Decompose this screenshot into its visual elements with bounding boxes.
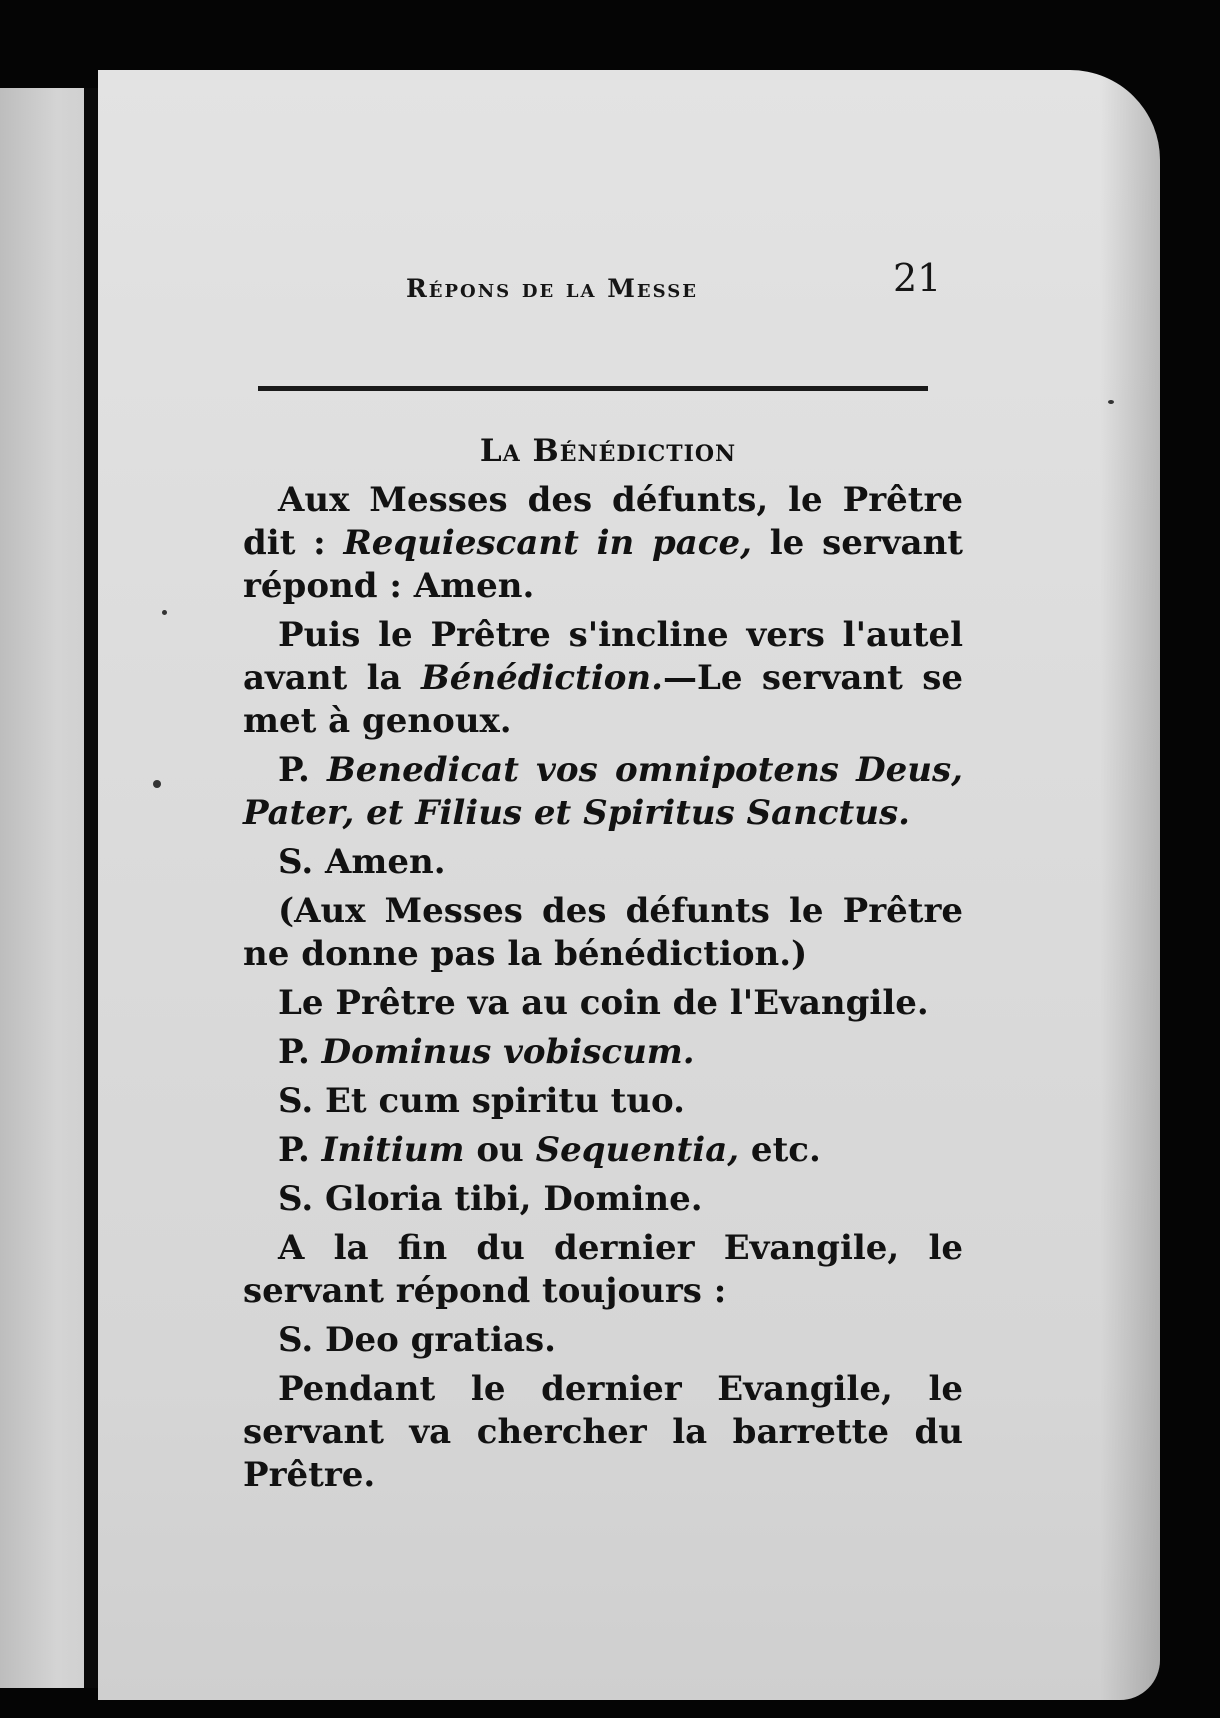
priest-benedicat: [243, 749, 963, 835]
paragraph-text: Pendant le dernier Evangile, le servant va chercher la barrette du Prêtre.: [243, 1369, 963, 1495]
running-head: [98, 256, 1160, 316]
latin-phrase: Sequentia,: [535, 1130, 740, 1170]
paragraph-text: —Le servant se met à genoux.: [243, 658, 963, 741]
priest-dominus: [243, 1031, 963, 1074]
paragraph-fin: [243, 1227, 963, 1313]
paragraph-text: Le Prêtre va au coin de l'Evangile.: [278, 983, 929, 1023]
section-title: La Bénédiction: [479, 433, 737, 469]
speaker-label: S.: [278, 1179, 326, 1219]
latin-phrase: Benedicat vos omnipotens Deus, Pater, et Filius et Spiritus Sanctus.: [243, 750, 963, 833]
paragraph-barrette: [243, 1368, 963, 1497]
paragraph-text: ou: [464, 1130, 536, 1170]
latin-phrase: Bénédiction.: [421, 658, 663, 698]
speaker-label: P.: [278, 750, 328, 790]
book-page: [98, 70, 1160, 1700]
paragraph-text: etc.: [739, 1130, 821, 1170]
scan-speck: [153, 780, 161, 788]
response-text: Deo gratias.: [325, 1320, 556, 1360]
paragraph-incline: [243, 614, 963, 743]
response-text: Amen.: [325, 842, 446, 882]
speaker-label: S.: [278, 1320, 326, 1360]
paragraph-defunts: [243, 479, 963, 608]
server-et-cum: [243, 1080, 963, 1123]
priest-initium: [243, 1129, 963, 1172]
page-number: 21: [893, 256, 942, 300]
server-gloria: [243, 1178, 963, 1221]
header-rule: [258, 386, 928, 391]
speaker-label: P.: [278, 1130, 322, 1170]
paragraph-text: le servant répond :: [243, 523, 963, 606]
server-amen: [243, 841, 963, 884]
server-deo-gratias: [243, 1319, 963, 1362]
paragraph-note: [243, 890, 963, 976]
paragraph-text: Aux Messes des défunts, le Prêtre dit :: [243, 480, 963, 563]
book-gutter: [84, 88, 98, 1688]
paragraph-text: A la fin du dernier Evangile, le servant répond toujours :: [243, 1228, 963, 1311]
latin-phrase: Requiescant in pace,: [343, 523, 752, 563]
page-body: [243, 430, 963, 1503]
scan-speck: [162, 610, 167, 615]
latin-phrase: Dominus vobiscum.: [321, 1032, 695, 1072]
speaker-label: S.: [278, 842, 326, 882]
speaker-label: P.: [278, 1032, 322, 1072]
paragraph-text: (Aux Messes des défunts le Prêtre ne donne pas la bénédiction.): [243, 891, 963, 974]
paragraph-evangile: [243, 982, 963, 1025]
speaker-label: S.: [278, 1081, 326, 1121]
running-title: Répons de la Messe: [406, 274, 698, 303]
response-text: Et cum spiritu tuo.: [325, 1081, 685, 1121]
response-text: Gloria tibi, Domine.: [325, 1179, 703, 1219]
latin-phrase: Initium: [321, 1130, 465, 1170]
response-text: Amen.: [413, 566, 535, 606]
paragraph-text: Puis le Prêtre s'incline vers l'autel avant la: [243, 615, 963, 698]
scan-speck: [1108, 400, 1114, 404]
facing-page-edge: [0, 88, 95, 1688]
